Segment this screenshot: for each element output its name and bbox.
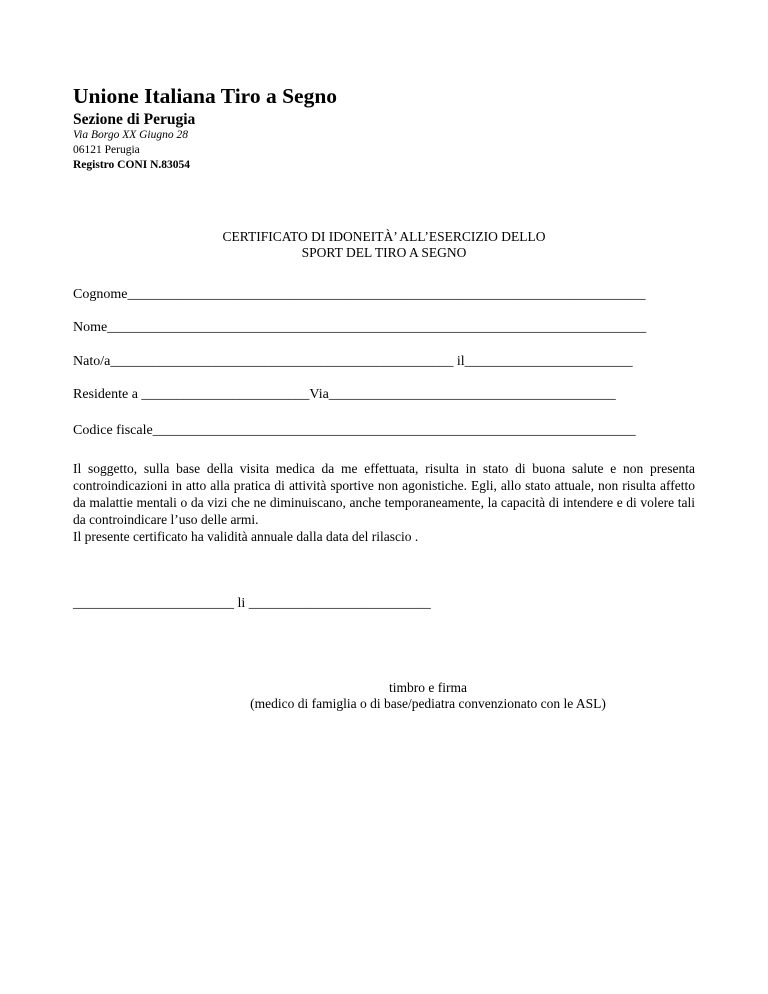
validity-statement: Il presente certificato ha validità annuale dalla data del rilascio . — [73, 529, 419, 544]
address-street: Via Borgo XX Giugno 28 — [73, 129, 188, 141]
signature-note: (medico di famiglia o di base/pediatra convenzionato con le ASL) — [250, 696, 606, 711]
signature-label: timbro e firma — [389, 680, 467, 695]
birth-field[interactable]: Nato/a_________________________________________________ il________________________ — [73, 354, 633, 369]
registry-number: Registro CONI N.83054 — [73, 159, 191, 171]
address-city: 06121 Perugia — [73, 144, 140, 156]
declaration-paragraph: Il soggetto, sulla base della visita medica da me effettuata, risulta in stato di buona salute e non presenta controindicazioni in atto alla pratica di attività sportive non agonistiche. Egli, allo stato attuale, non risulta affetto da malattie mentali o da vizi che ne diminuiscano, anche temporaneamente, la capacità di intendere e di volere tali da controindicare l’uso delle armi. — [73, 461, 695, 527]
section-name: Sezione di Perugia — [73, 111, 196, 128]
name-field[interactable]: Nome_____________________________________________________________________________ — [73, 320, 647, 335]
certificate-title-line2: SPORT DEL TIRO A SEGNO — [301, 245, 467, 260]
declaration-text — [73, 460, 695, 545]
surname-field[interactable]: Cognome__________________________________________________________________________ — [73, 287, 646, 302]
residence-field[interactable]: Residente a ________________________Via_________________________________________ — [73, 387, 616, 402]
organization-title: Unione Italiana Tiro a Segno — [73, 84, 338, 108]
place-date-field[interactable]: _______________________ li __________________________ — [73, 596, 431, 611]
certificate-title-line1: CERTIFICATO DI IDONEITÀ’ ALL’ESERCIZIO DELLO — [222, 229, 546, 244]
tax-code-field[interactable]: Codice fiscale_____________________________________________________________________ — [73, 423, 636, 438]
